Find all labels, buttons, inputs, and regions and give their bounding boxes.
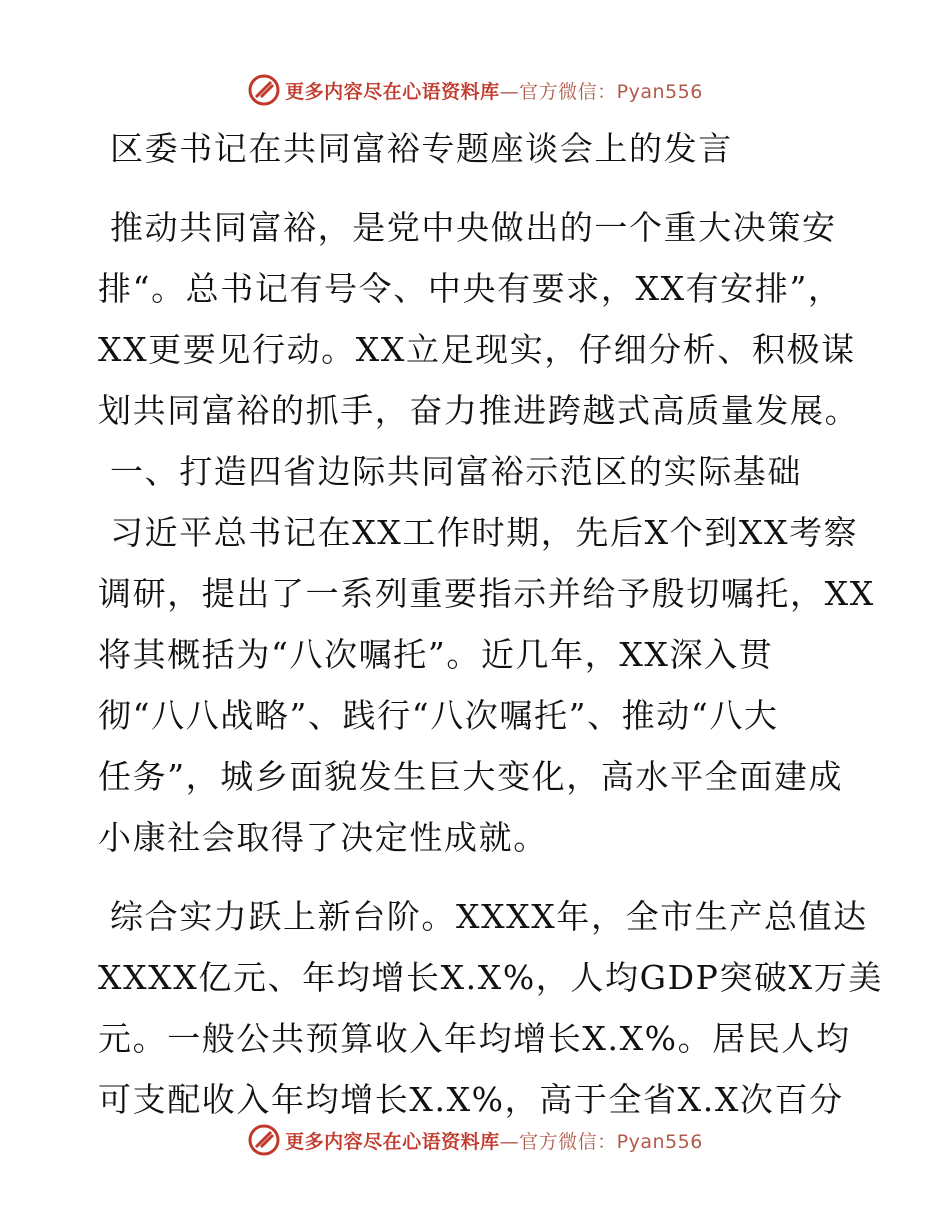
watermark-logo-icon [247, 1123, 281, 1157]
watermark-sub-text: —官方微信：Pyan556 [499, 80, 703, 103]
paragraph-line: 划共同富裕的抓手，奋力推进跨越式高质量发展。 [98, 391, 860, 430]
paragraph-line: 推动共同富裕，是党中央做出的一个重大决策安 [110, 208, 837, 247]
watermark-sub-text: —官方微信：Pyan556 [499, 1130, 703, 1153]
paragraph-line: XXXX亿元、年均增长X.X%，人均GDP突破X万美 [98, 958, 883, 997]
paragraph-line: 元。一般公共预算收入年均增长X.X%。居民人均 [98, 1019, 851, 1058]
paragraph-line: 排“。总书记有号令、中央有要求，XX有安排”， [98, 269, 843, 308]
watermark-header [0, 70, 950, 110]
document-title: 区委书记在共同富裕专题座谈会上的发言 [110, 129, 733, 168]
paragraph-line: 习近平总书记在XX工作时期，先后X个到XX考察 [110, 513, 859, 552]
section-heading: 一、打造四省边际共同富裕示范区的实际基础 [110, 452, 802, 491]
document-body [98, 118, 883, 1130]
paragraph-line: 综合实力跃上新台阶。XXXX年，全市生产总值达 [110, 897, 868, 936]
paragraph-line: XX更要见行动。XX立足现实，仔细分析、积极谋 [98, 330, 856, 369]
watermark-main-text: 更多内容尽在心语资料库 [285, 1130, 500, 1153]
paragraph-line: 彻“八八战略”、践行“八次嘱托”、推动“八大 [98, 696, 779, 735]
paragraph-line: 可支配收入年均增长X.X%，高于全省X.X次百分 [98, 1080, 844, 1119]
paragraph-line: 小康社会取得了决定性成就。 [98, 818, 548, 857]
paragraph-line: 将其概括为“八次嘱托”。近几年，XX深入贯 [98, 635, 774, 674]
watermark-logo-icon [247, 73, 281, 107]
paragraph-line: 任务”，城乡面貌发生巨大变化，高水平全面建成 [98, 757, 844, 796]
watermark-main-text: 更多内容尽在心语资料库 [285, 80, 500, 103]
watermark-footer [0, 1120, 950, 1160]
paragraph-line: 调研，提出了一系列重要指示并给予殷切嘱托，XX [98, 574, 875, 613]
